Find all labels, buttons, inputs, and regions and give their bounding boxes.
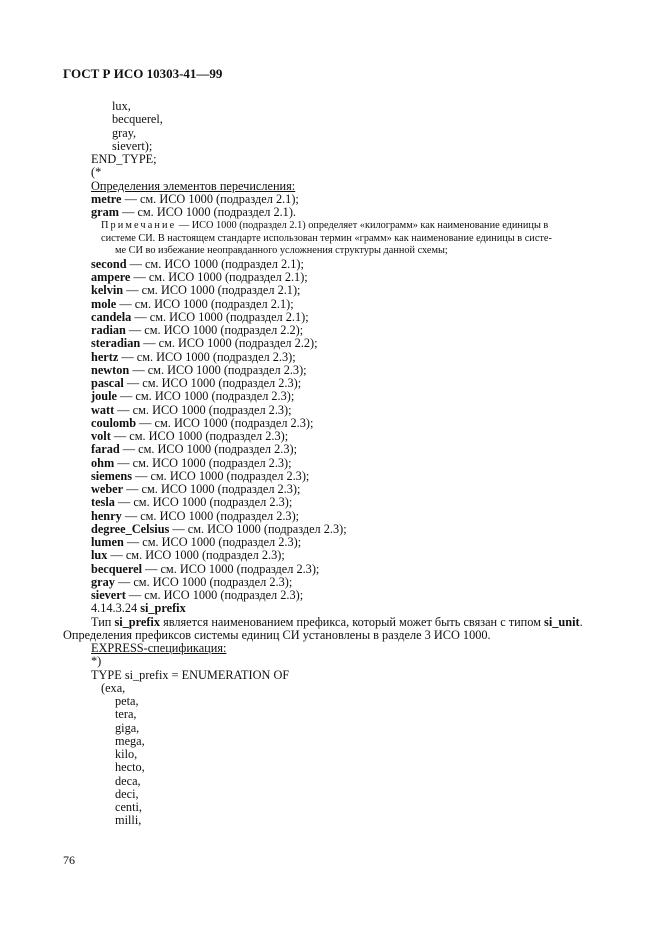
note-label: Примечание	[101, 220, 177, 232]
heading-text: EXPRESS-спецификация:	[91, 641, 227, 655]
enum-item-text: becquerel,	[112, 112, 163, 127]
definition-ref: ИСО 1000 (подраздел 2.3);	[156, 349, 296, 364]
definition-ref: ИСО 1000 (подраздел 2.3);	[207, 521, 347, 536]
definition-separator: — см.	[116, 296, 155, 311]
page-header: ГОСТ Р ИСО 10303-41—99	[63, 66, 223, 81]
definition-term: gram	[91, 205, 119, 219]
definition-ref: ИСО 1000 (подраздел 2.3);	[173, 415, 314, 430]
description-line	[63, 629, 491, 642]
definition-term: steradian	[91, 336, 141, 351]
definition-line	[91, 206, 296, 219]
note-line	[101, 220, 601, 233]
definition-separator: — см.	[129, 362, 168, 377]
definition-separator: — см.	[125, 323, 164, 337]
definition-line	[91, 377, 301, 390]
definition-term: metre	[91, 191, 122, 206]
enum-item-text: (exa,	[101, 680, 126, 695]
note-text: — ИСО 1000 (подраздел 2.1) определяет «килограмм» как наименование единицы в	[176, 220, 549, 232]
express-heading	[91, 642, 226, 655]
definition-line	[91, 271, 308, 284]
definition-line	[91, 364, 307, 377]
enum-item-text: gray,	[112, 125, 137, 140]
definition-term: tesla	[91, 495, 115, 510]
type-declaration	[91, 669, 289, 682]
definition-line	[91, 390, 294, 403]
note-block	[101, 220, 601, 258]
description-line	[91, 616, 583, 629]
definition-separator: — см.	[107, 548, 146, 563]
enum-item-text: milli,	[115, 813, 142, 828]
enum-list-item	[115, 748, 137, 761]
section-heading	[91, 602, 186, 615]
definition-ref: ИСО 1000 (подраздел 2.1);	[169, 309, 309, 324]
definition-term: degree_Celsius	[91, 521, 170, 536]
definition-line	[91, 417, 313, 430]
definition-separator: — см.	[119, 205, 157, 219]
enum-item-text: sievert);	[112, 138, 153, 153]
enum-list-item	[115, 722, 139, 735]
definition-line	[91, 496, 292, 509]
enum-item-text: deci,	[115, 786, 139, 801]
code-text: (*	[91, 165, 102, 180]
definition-ref: ИСО 1000 (подраздел 2.3);	[179, 561, 320, 576]
definition-term: lumen	[91, 535, 124, 549]
section-number: 4.14.3.24	[91, 601, 141, 616]
definition-line	[91, 337, 318, 350]
definition-separator: — см.	[123, 283, 161, 298]
definition-separator: — см.	[123, 535, 162, 549]
code-text: TYPE si_prefix = ENUMERATION OF	[91, 667, 290, 682]
desc-text: .	[579, 614, 583, 629]
definition-term: weber	[91, 482, 124, 496]
definition-line	[91, 549, 285, 562]
definition-term: becquerel	[91, 561, 143, 576]
definition-term: siemens	[91, 468, 132, 483]
definition-ref: ИСО 1000 (подраздел 2.3);	[148, 429, 289, 443]
definition-ref: ИСО 1000 (подраздел 2.1);	[159, 191, 299, 206]
definition-term: pascal	[91, 376, 124, 390]
definition-ref: ИСО 1000 (подраздел 2.1);	[160, 283, 301, 298]
definition-separator: — см.	[142, 561, 180, 576]
definition-line	[91, 324, 303, 337]
definition-line	[91, 589, 303, 602]
heading-text: Определения элементов перечисления:	[91, 178, 296, 193]
definition-term: coulomb	[91, 415, 137, 430]
definition-term: radian	[91, 323, 126, 337]
enum-list-item	[115, 814, 141, 827]
definition-line	[91, 563, 319, 576]
definition-line	[91, 523, 347, 536]
enum-item-text: lux,	[112, 99, 131, 113]
definition-separator: — см.	[140, 336, 179, 351]
definition-line	[91, 311, 309, 324]
section-name: si_prefix	[140, 601, 186, 616]
definition-line	[91, 404, 292, 417]
definition-ref: ИСО 1000 (подраздел 2.3);	[160, 482, 301, 496]
definition-line	[91, 430, 288, 443]
enum-list-item	[115, 695, 139, 708]
desc-term: si_prefix	[114, 614, 160, 629]
definition-ref: ИСО 1000 (подраздел 2.3);	[152, 455, 292, 470]
definition-separator: — см.	[114, 574, 153, 589]
definition-separator: — см.	[130, 270, 169, 284]
definition-ref: ИСО 1000 (подраздел 2.3);	[167, 362, 307, 377]
definition-ref: ИСО 1000 (подраздел 2.3);	[161, 376, 302, 390]
definition-separator: — см.	[136, 415, 174, 430]
enum-list-item	[112, 100, 131, 113]
comment-open-line	[91, 166, 101, 179]
definition-separator: — см.	[119, 442, 158, 457]
definition-separator: — см.	[169, 521, 208, 536]
enum-item-text: mega,	[115, 733, 145, 748]
page-number: 76	[63, 853, 75, 867]
enum-list-item	[115, 788, 139, 801]
definition-ref: ИСО 1000 (подраздел 2.2);	[178, 336, 318, 351]
enum-list-item	[115, 775, 141, 788]
definition-term: henry	[91, 508, 122, 523]
definition-ref: ИСО 1000 (подраздел 2.3);	[152, 495, 293, 510]
enum-list-item	[112, 127, 136, 140]
definition-separator: — см.	[131, 309, 170, 324]
definition-separator: — см.	[110, 429, 149, 443]
enum-list-item	[112, 140, 152, 153]
enum-item-text: giga,	[115, 720, 140, 735]
enum-list-item	[115, 708, 137, 721]
definition-ref: ИСО 1000 (подраздел 2.3);	[152, 402, 292, 417]
definition-term: farad	[91, 442, 120, 457]
desc-text: Определения префиксов системы единиц СИ установлены в разделе 3 ИСО 1000.	[63, 627, 491, 642]
enum-list-item	[101, 682, 125, 695]
note-text: ме СИ во избежание неоправданного усложнения структуры данной схемы;	[115, 245, 448, 257]
desc-text: является наименованием префикса, который может быть связан с типом	[160, 614, 545, 629]
definition-term: ampere	[91, 270, 131, 284]
definition-line	[91, 483, 300, 496]
definition-ref: ИСО 1000 (подраздел 2.3);	[159, 508, 300, 523]
enum-item-text: centi,	[115, 800, 142, 814]
enum-list-item	[112, 113, 163, 126]
definition-line	[91, 258, 304, 271]
definition-term: newton	[91, 362, 130, 377]
code-text: END_TYPE;	[91, 152, 157, 166]
definition-term: hertz	[91, 349, 119, 364]
definition-separator: — см.	[118, 349, 157, 364]
definition-separator: — см.	[123, 376, 162, 390]
definition-ref: ИСО 1000 (подраздел 2.3);	[163, 588, 304, 602]
definition-separator: — см.	[132, 468, 170, 483]
definition-ref: ИСО 1000 (подраздел 2.3);	[169, 468, 310, 483]
enum-definitions-heading	[91, 180, 295, 193]
definition-term: sievert	[91, 588, 126, 602]
definition-ref: ИСО 1000 (подраздел 2.3);	[152, 574, 293, 589]
definition-term: mole	[91, 296, 117, 311]
definition-line	[91, 351, 296, 364]
enum-item-text: hecto,	[115, 760, 145, 775]
definition-term: lux	[91, 548, 108, 563]
definition-ref: ИСО 1000 (подраздел 2.3);	[161, 535, 302, 549]
definition-ref: ИСО 1000 (подраздел 2.1).	[156, 205, 296, 219]
enum-list-item	[115, 801, 142, 814]
definition-line	[91, 470, 309, 483]
definition-line	[91, 193, 299, 206]
enum-item-text: deca,	[115, 773, 141, 788]
definition-term: kelvin	[91, 283, 124, 298]
enum-item-text: tera,	[115, 707, 137, 722]
definition-separator: — см.	[114, 402, 153, 417]
desc-term: si_unit	[544, 614, 580, 629]
definition-ref: ИСО 1000 (подраздел 2.3);	[154, 389, 295, 404]
definition-separator: — см.	[114, 495, 153, 510]
definition-term: volt	[91, 429, 111, 443]
definition-separator: — см.	[121, 508, 160, 523]
note-text: системе СИ. В настоящем стандарте использован термин «грамм» как наименование единицы в систе-	[101, 232, 552, 244]
definition-separator: — см.	[116, 389, 155, 404]
definition-term: second	[91, 256, 127, 271]
definition-term: ohm	[91, 455, 115, 470]
definition-line	[91, 457, 292, 470]
definition-ref: ИСО 1000 (подраздел 2.2);	[163, 323, 304, 337]
definition-term: joule	[91, 389, 117, 404]
definition-separator: — см.	[123, 482, 161, 496]
code-text: *)	[91, 654, 102, 669]
enum-item-text: kilo,	[115, 747, 138, 761]
definition-ref: ИСО 1000 (подраздел 2.1);	[164, 256, 304, 271]
definition-line	[91, 510, 299, 523]
definition-line	[91, 536, 301, 549]
definition-line	[91, 284, 300, 297]
definition-ref: ИСО 1000 (подраздел 2.3);	[157, 442, 298, 457]
definition-ref: ИСО 1000 (подраздел 2.3);	[145, 548, 285, 563]
enum-list-item	[115, 735, 145, 748]
definition-ref: ИСО 1000 (подраздел 2.1);	[154, 296, 294, 311]
definition-separator: — см.	[121, 191, 160, 206]
definition-term: candela	[91, 309, 132, 324]
definition-separator: — см.	[126, 256, 165, 271]
comment-close-line	[91, 655, 101, 668]
definition-line	[91, 576, 292, 589]
definition-separator: — см.	[125, 588, 164, 602]
desc-text: Тип	[91, 614, 115, 629]
enum-list-item	[115, 761, 145, 774]
definition-line	[91, 298, 294, 311]
definition-ref: ИСО 1000 (подраздел 2.1);	[168, 270, 308, 284]
definition-separator: — см.	[114, 455, 153, 470]
definition-term: watt	[91, 402, 115, 417]
note-line	[101, 233, 601, 246]
end-type-line	[91, 153, 157, 166]
definition-line	[91, 443, 297, 456]
definition-term: gray	[91, 574, 115, 589]
enum-item-text: peta,	[115, 694, 139, 708]
